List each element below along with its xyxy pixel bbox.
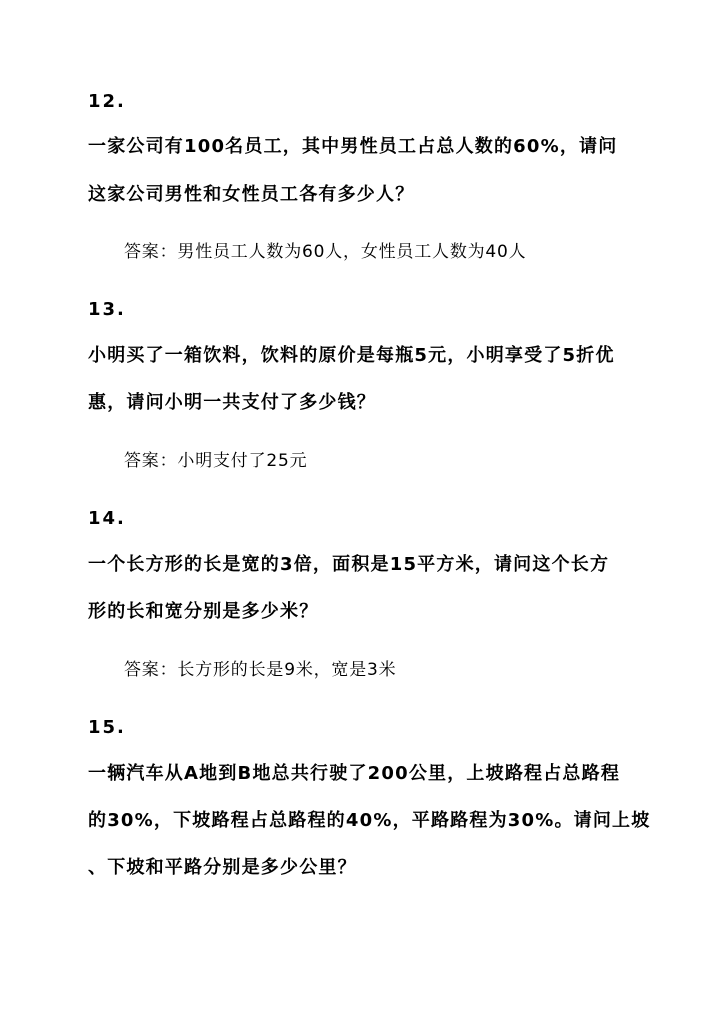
question-number: 14. bbox=[88, 508, 126, 529]
question-text: 小明买了一箱饮料，饮料的原价是每瓶5元，小明享受了5折优 bbox=[88, 345, 615, 366]
question-text: 一个长方形的长是宽的3倍，面积是15平方米，请问这个长方 bbox=[88, 554, 610, 575]
question-text: 形的长和宽分别是多少米？ bbox=[88, 601, 319, 622]
question-text: 一家公司有100名员工，其中男性员工占总人数的60%，请问 bbox=[88, 136, 618, 157]
question-text: 这家公司男性和女性员工各有多少人？ bbox=[88, 184, 415, 205]
answer-text: 答案：小明支付了25元 bbox=[124, 451, 308, 471]
answer-text: 答案：长方形的长是9米，宽是3米 bbox=[124, 660, 397, 680]
question-text: 、下坡和平路分别是多少公里？ bbox=[88, 857, 357, 878]
question-text: 的30%，下坡路程占总路程的40%，平路路程为30%。请问上坡 bbox=[88, 810, 651, 831]
question-text: 一辆汽车从A地到B地总共行驶了200公里，上坡路程占总路程 bbox=[88, 763, 621, 784]
question-number: 13. bbox=[88, 299, 126, 320]
question-number: 15. bbox=[88, 717, 126, 738]
answer-text: 答案：男性员工人数为60人，女性员工人数为40人 bbox=[124, 242, 527, 262]
question-number: 12. bbox=[88, 91, 126, 112]
question-text: 惠，请问小明一共支付了多少钱？ bbox=[88, 392, 376, 413]
